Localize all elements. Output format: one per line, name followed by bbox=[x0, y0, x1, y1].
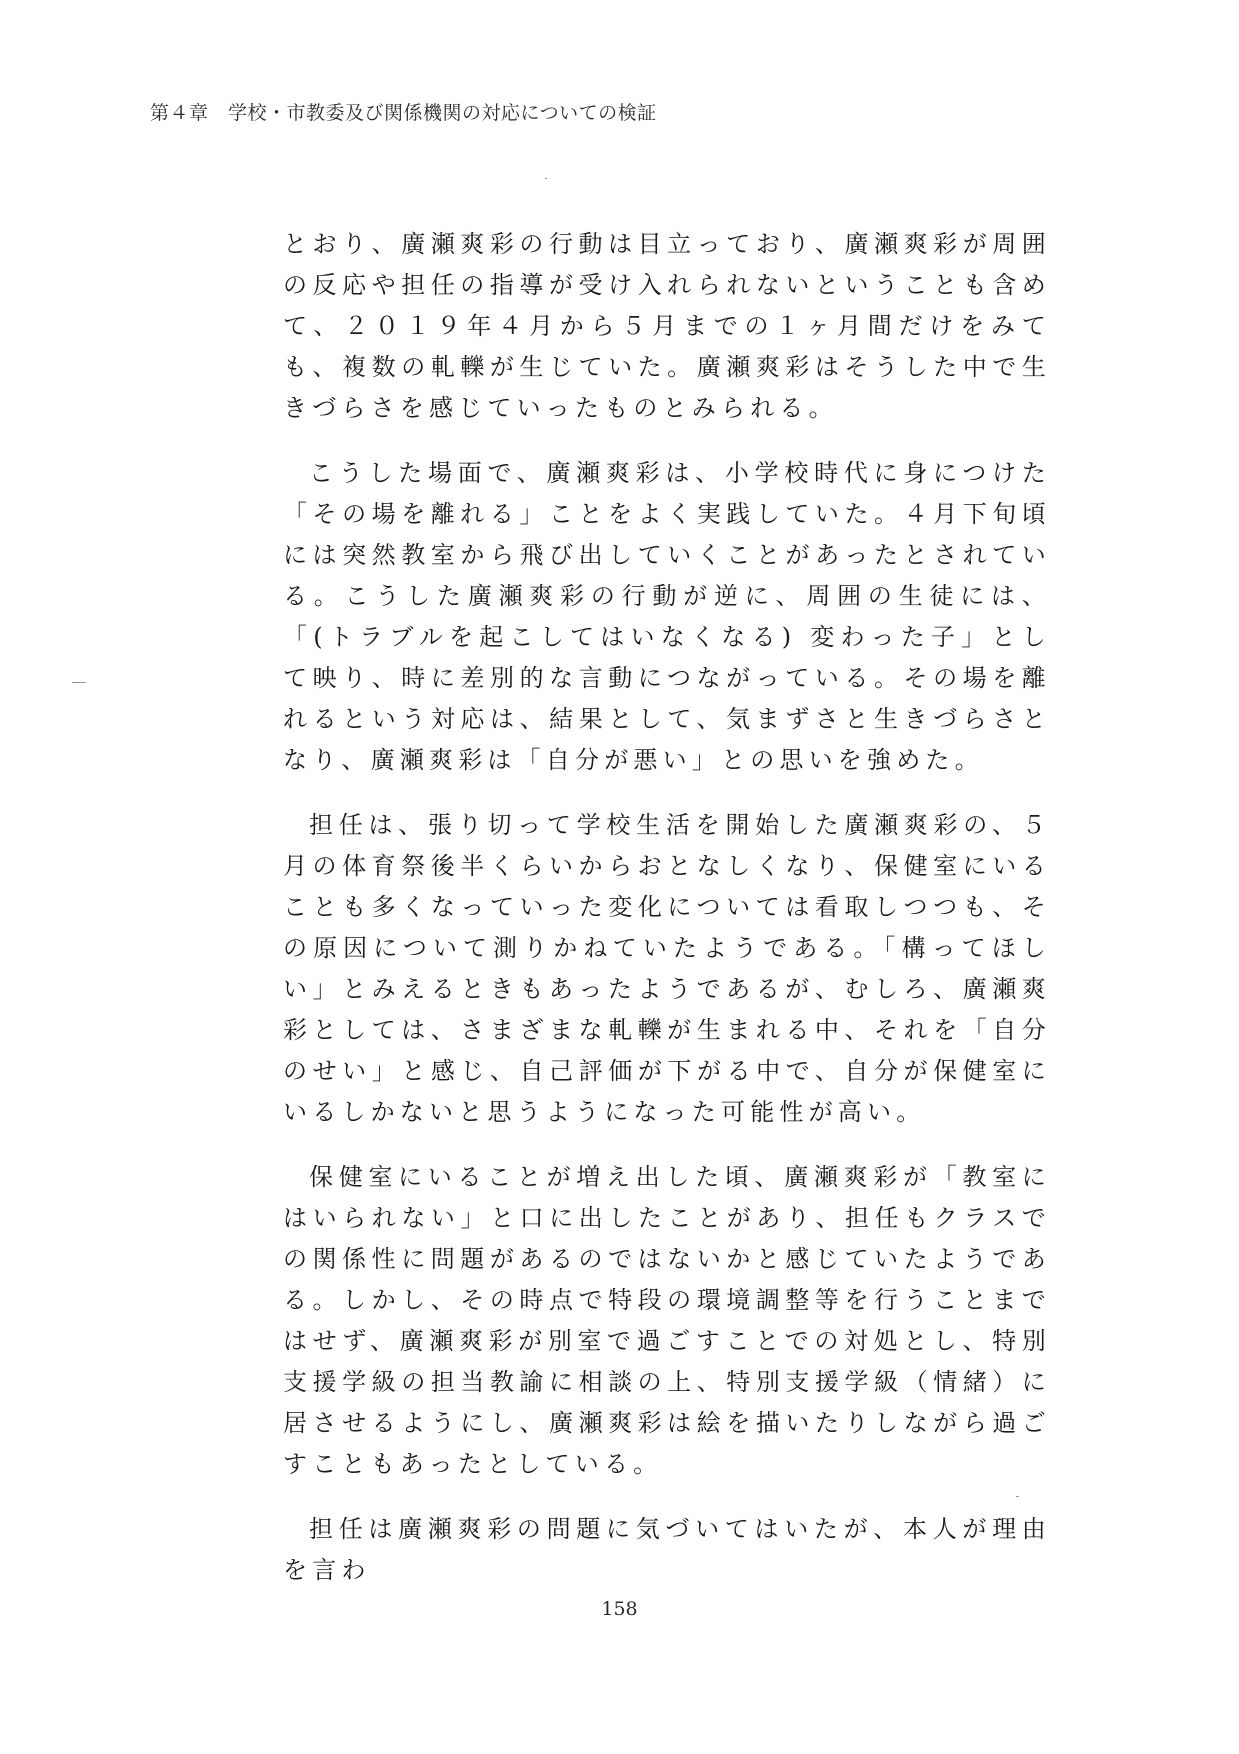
paragraph: 担任は、張り切って学校生活を開始した廣瀬爽彩の、５月の体育祭後半くらいからおとなしくなり、保健室にいることも多くなっていった変化については看取しつつも、その原因について測りかねていたようである。「構ってほしい」とみえるときもあったようであるが、むしろ、廣瀬爽彩としては、さまざまな軋轢が生まれる中、それを「自分のせい」と感じ、自己評価が下がる中で、自分が保健室にいるしかないと思うようになった可能性が高い。 bbox=[283, 811, 1051, 1126]
scan-speck bbox=[72, 682, 86, 683]
page-number: 158 bbox=[601, 1598, 638, 1620]
scan-speck bbox=[545, 178, 547, 179]
paragraph: こうした場面で、廣瀬爽彩は、小学校時代に身につけた「その場を離れる」ことをよく実践していた。４月下旬頃には突然教室から飛び出していくことがあったとされている。こうした廣瀬爽彩の行動が逆に、周囲の生徒には、「(トラブルを起こしてはいなくなる) 変わった子」として映り、時に差別的な言動につながっている。その場を離れるという対応は、結果として、気まずさと生きづらさとなり、廣瀬爽彩は「自分が悪い」との思いを強めた。 bbox=[283, 459, 1051, 774]
chapter-header: 第４章 学校・市教委及び関係機関の対応についての検証 bbox=[150, 102, 657, 124]
paragraph: 担任は廣瀬爽彩の問題に気づいてはいたが、本人が理由を言わ bbox=[283, 1515, 1051, 1584]
body-text bbox=[283, 224, 1051, 1615]
paragraph: 保健室にいることが増え出した頃、廣瀬爽彩が「教室にはいられない」と口に出したことがあり、担任もクラスでの関係性に問題があるのではないかと感じていたようである。しかし、その時点で特段の環境調整等を行うことまではせず、廣瀬爽彩が別室で過ごすことでの対処とし、特別支援学級の担当教諭に相談の上、特別支援学級（情緒）に居させるようにし、廣瀬爽彩は絵を描いたりしながら過ごすこともあったとしている。 bbox=[283, 1163, 1051, 1478]
paragraph: とおり、廣瀬爽彩の行動は目立っており、廣瀬爽彩が周囲の反応や担任の指導が受け入れられないということも含めて、２０１９年４月から５月までの１ヶ月間だけをみても、複数の軋轢が生じていた。廣瀬爽彩はそうした中で生きづらさを感じていったものとみられる。 bbox=[283, 230, 1051, 422]
